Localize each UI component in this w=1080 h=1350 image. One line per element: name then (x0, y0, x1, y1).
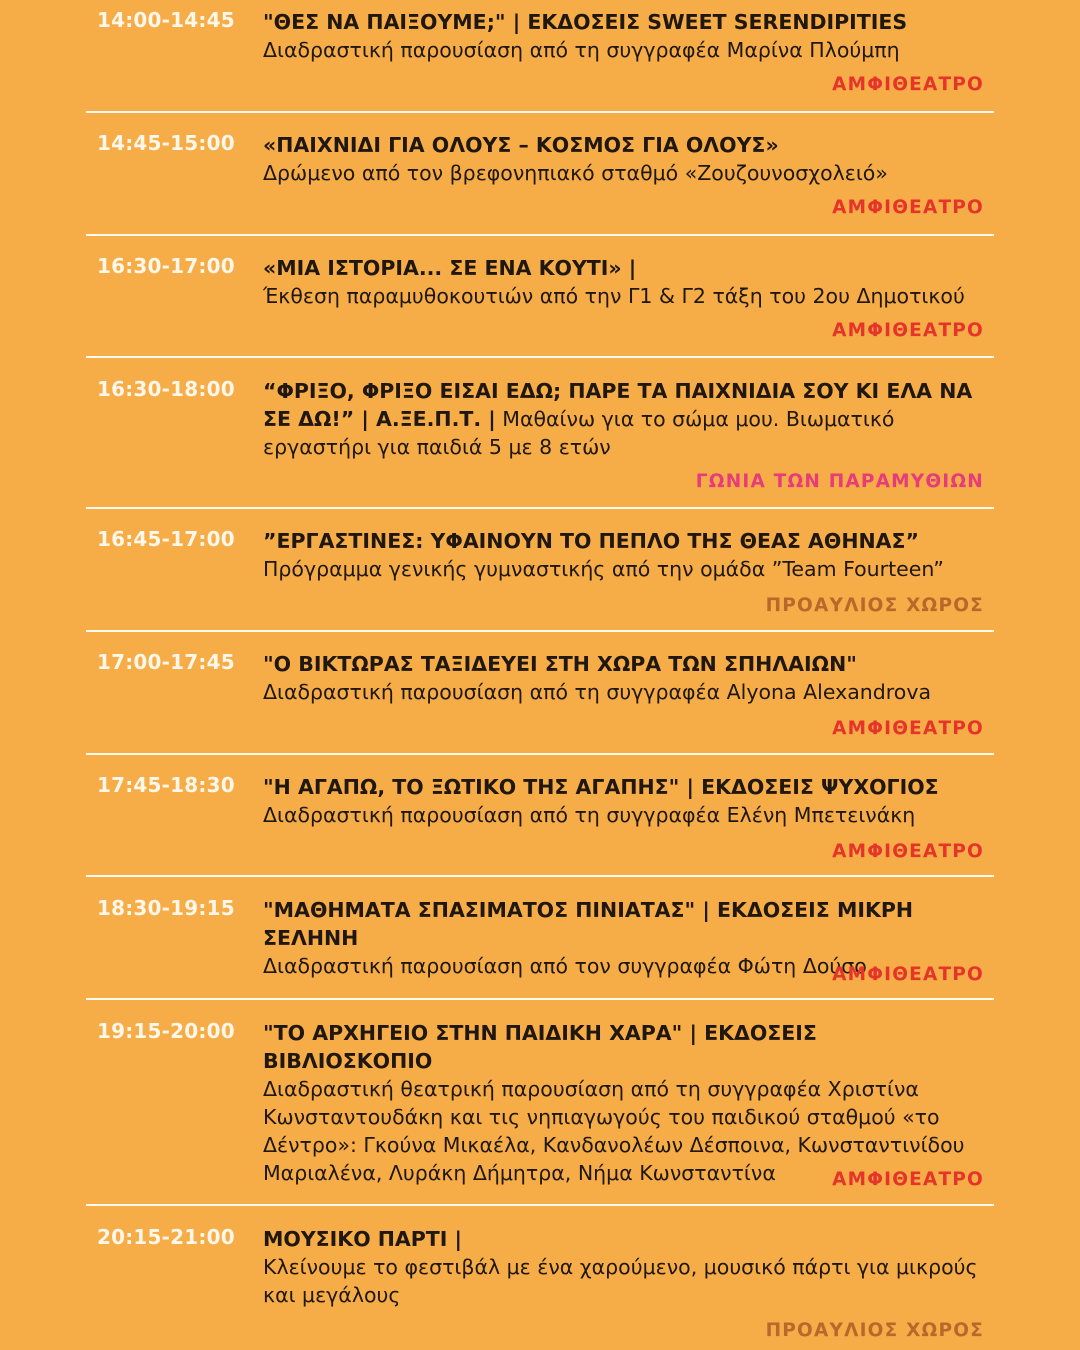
event-title: «ΠΑΙΧΝΙΔΙ ΓΙΑ ΟΛΟΥΣ – ΚΟΣΜΟΣ ΓΙΑ ΟΛΟΥΣ» (263, 133, 779, 157)
event-time: 16:45-17:00 (97, 527, 235, 551)
event-content (263, 527, 988, 583)
divider (86, 998, 994, 1000)
event-time: 19:15-20:00 (97, 1019, 235, 1043)
event-description: Διαδραστική παρουσίαση από τη συγγραφέα Alyona Alexandrova (263, 680, 932, 704)
event-content (263, 377, 988, 461)
event-content (263, 1225, 988, 1309)
event-content (263, 650, 988, 706)
event-venue: ΑΜΦΙΘΕΑΤΡΟ (832, 718, 984, 739)
event-description: Διαδραστική παρουσίαση από τη συγγραφέα Ελένη Μπετεινάκη (263, 803, 916, 827)
event-description: Πρόγραμμα γενικής γυμναστικής από την ομάδα ”Team Fourteen” (263, 557, 944, 581)
event-time: 20:15-21:00 (97, 1225, 235, 1249)
event-venue: ΑΜΦΙΘΕΑΤΡΟ (832, 1169, 984, 1190)
divider (86, 630, 994, 632)
event-venue: ΑΜΦΙΘΕΑΤΡΟ (832, 841, 984, 862)
event-venue: ΑΜΦΙΘΕΑΤΡΟ (832, 964, 984, 985)
event-venue: ΠΡΟΑΥΛΙΟΣ ΧΩΡΟΣ (765, 1320, 984, 1341)
event-content (263, 8, 988, 64)
event-time: 14:45-15:00 (97, 131, 235, 155)
divider (86, 875, 994, 877)
event-time: 16:30-17:00 (97, 254, 235, 278)
schedule-event (86, 246, 994, 356)
event-time: 16:30-18:00 (97, 377, 235, 401)
event-time: 18:30-19:15 (97, 896, 235, 920)
event-title: “ΦΡΙΞΟ, ΦΡΙΞΟ ΕΙΣΑΙ ΕΔΩ; ΠΑΡΕ ΤΑ ΠΑΙΧΝΙΔΙΑ ΣΟΥ ΚΙ ΕΛΑ ΝΑ ΣΕ ΔΩ!” | Α.ΞΕ.Π.Τ. | (263, 379, 973, 431)
divider (86, 111, 994, 113)
event-time: 17:45-18:30 (97, 773, 235, 797)
schedule-event (86, 642, 994, 752)
event-title: "ΤΟ ΑΡΧΗΓΕΙΟ ΣΤΗΝ ΠΑΙΔΙΚΗ ΧΑΡΑ" | ΕΚΔΟΣΕΙΣ ΒΙΒΛΙΟΣΚΟΠΙΟ (263, 1021, 817, 1073)
event-time: 17:00-17:45 (97, 650, 235, 674)
schedule-event (86, 888, 994, 998)
divider (86, 507, 994, 509)
divider (86, 753, 994, 755)
event-venue: ΓΩΝΙΑ ΤΩΝ ΠΑΡΑΜΥΘΙΩΝ (695, 471, 984, 492)
schedule-event (86, 0, 994, 110)
event-venue: ΑΜΦΙΘΕΑΤΡΟ (832, 74, 984, 95)
event-title: "ΜΑΘΗΜΑΤΑ ΣΠΑΣΙΜΑΤΟΣ ΠΙΝΙΑΤΑΣ" | ΕΚΔΟΣΕΙΣ ΜΙΚΡΗ ΣΕΛΗΝΗ (263, 898, 914, 950)
event-title: ”ΕΡΓΑΣΤΙΝΕΣ: ΥΦΑΙΝΟΥΝ ΤΟ ΠΕΠΛΟ ΤΗΣ ΘΕΑΣ ΑΘΗΝΑΣ” (263, 529, 919, 553)
schedule-event (86, 123, 994, 233)
event-content (263, 254, 988, 310)
schedule-event (86, 765, 994, 875)
event-description: Διαδραστική παρουσίαση από τη συγγραφέα Μαρίνα Πλούμπη (263, 38, 900, 62)
event-venue: ΠΡΟΑΥΛΙΟΣ ΧΩΡΟΣ (765, 595, 984, 616)
event-description: Διαδραστική παρουσίαση από τον συγγραφέα Φώτη Δούσο (263, 954, 867, 978)
event-venue: ΑΜΦΙΘΕΑΤΡΟ (832, 197, 984, 218)
event-content (263, 131, 988, 187)
event-description: Διαδραστική θεατρική παρουσίαση από τη συγγραφέα Χριστίνα Κωνσταντουδάκη και τις νηπιαγωγούς του παιδικού σταθμού «το Δέντρο»: Γκούνα Μικαέλα, Κανδανολέων Δέσποινα, Κωνσταντινίδου Μαριαλένα, Λυράκη Δήμητρα, Νήμα Κωνσταντίνα (263, 1077, 965, 1185)
event-description: Έκθεση παραμυθοκουτιών από την Γ1 & Γ2 τάξη του 2ου Δημοτικού (263, 284, 965, 308)
divider (86, 356, 994, 358)
event-title: "Η ΑΓΑΠΩ, ΤΟ ΞΩΤΙΚΟ ΤΗΣ ΑΓΑΠΗΣ" | ΕΚΔΟΣΕΙΣ ΨΥΧΟΓΙΟΣ (263, 775, 939, 799)
event-content (263, 773, 988, 829)
divider (86, 1204, 994, 1206)
event-title: ΜΟΥΣΙΚΟ ΠΑΡΤΙ | (263, 1227, 463, 1251)
event-time: 14:00-14:45 (97, 8, 235, 32)
event-description: Δρώμενο από τον βρεφονηπιακό σταθμό «Ζουζουνοσχολειό» (263, 161, 888, 185)
schedule-event (86, 1217, 994, 1350)
event-title: "Ο ΒΙΚΤΩΡΑΣ ΤΑΞΙΔΕΥΕΙ ΣΤΗ ΧΩΡΑ ΤΩΝ ΣΠΗΛΑΙΩΝ" (263, 652, 857, 676)
schedule-event (86, 1011, 994, 1205)
event-description: Κλείνουμε το φεστιβάλ με ένα χαρούμενο, μουσικό πάρτι για μικρούς και μεγάλους (263, 1255, 978, 1307)
schedule-event (86, 519, 994, 629)
event-description: Μαθαίνω για το σώμα μου. Βιωματικό εργαστήρι για παιδιά 5 με 8 ετών (263, 407, 895, 459)
event-venue: ΑΜΦΙΘΕΑΤΡΟ (832, 320, 984, 341)
schedule-event (86, 369, 994, 507)
event-content (263, 1019, 988, 1187)
event-title: «ΜΙΑ ΙΣΤΟΡΙΑ... ΣΕ ΕΝΑ ΚΟΥΤΙ» | (263, 256, 637, 280)
divider (86, 234, 994, 236)
event-title: "ΘΕΣ ΝΑ ΠΑΙΞΟΥΜΕ;" | ΕΚΔΟΣΕΙΣ SWEET SERENDIPITIES (263, 10, 908, 34)
